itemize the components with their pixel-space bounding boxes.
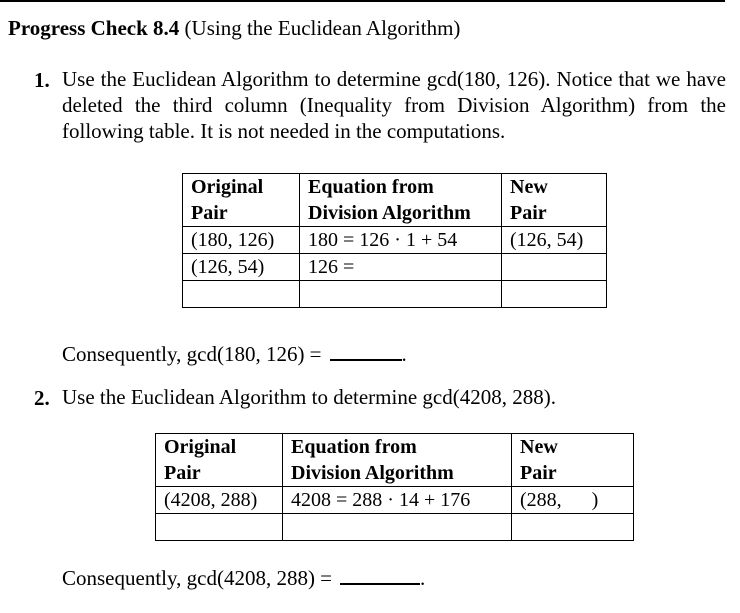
cell-new: (126, 54)	[502, 227, 607, 254]
header-new-pair: New Pair	[512, 434, 634, 487]
table-row	[156, 487, 634, 514]
cell-original[interactable]	[156, 514, 283, 541]
cell-new[interactable]: (288, )	[512, 487, 634, 514]
table1	[182, 173, 607, 308]
table2	[155, 433, 634, 541]
cell-equation: 126 =	[300, 254, 502, 281]
item2-conclusion: Consequently, gcd(4208, 288) = .	[62, 566, 426, 590]
cell-new[interactable]	[502, 281, 607, 308]
cell-new[interactable]	[512, 514, 634, 541]
cell-original[interactable]	[183, 281, 300, 308]
cell-original: (180, 126)	[183, 227, 300, 254]
table-row	[156, 514, 634, 541]
table-row	[183, 227, 607, 254]
table-row	[183, 281, 607, 308]
header-equation: Equation from Division Algorithm	[300, 174, 502, 227]
title-bold: Progress Check 8.4	[8, 16, 180, 40]
cell-new[interactable]	[502, 254, 607, 281]
item1-text: Use the Euclidean Algorithm to determine gcd(180, 126). Notice that we have deleted the third column (Inequality from Division Algorithm) from the following table. It is not needed in the computations.	[62, 67, 726, 143]
header-new-pair: New Pair	[502, 174, 607, 227]
cell-original: (126, 54)	[183, 254, 300, 281]
cell-equation[interactable]	[300, 281, 502, 308]
header-original-pair: Original Pair	[156, 434, 283, 487]
header-equation: Equation from Division Algorithm	[283, 434, 512, 487]
title-rest: (Using the Euclidean Algorithm)	[179, 16, 461, 40]
page-title	[8, 16, 460, 41]
item2-number: 2.	[34, 386, 50, 410]
cell-equation: 4208 = 288 · 14 + 176	[283, 487, 512, 514]
answer-blank[interactable]	[330, 359, 402, 361]
table-header-row	[156, 434, 634, 487]
cell-original: (4208, 288)	[156, 487, 283, 514]
item1-number: 1.	[34, 68, 50, 92]
item1-conclusion: Consequently, gcd(180, 126) = .	[62, 342, 407, 366]
cell-equation[interactable]	[283, 514, 512, 541]
item2-text: Use the Euclidean Algorithm to determine gcd(4208, 288).	[62, 385, 556, 409]
header-original-pair: Original Pair	[183, 174, 300, 227]
top-rule	[0, 0, 725, 2]
answer-blank[interactable]	[340, 583, 420, 585]
cell-equation: 180 = 126 · 1 + 54	[300, 227, 502, 254]
table-row	[183, 254, 607, 281]
table-header-row	[183, 174, 607, 227]
